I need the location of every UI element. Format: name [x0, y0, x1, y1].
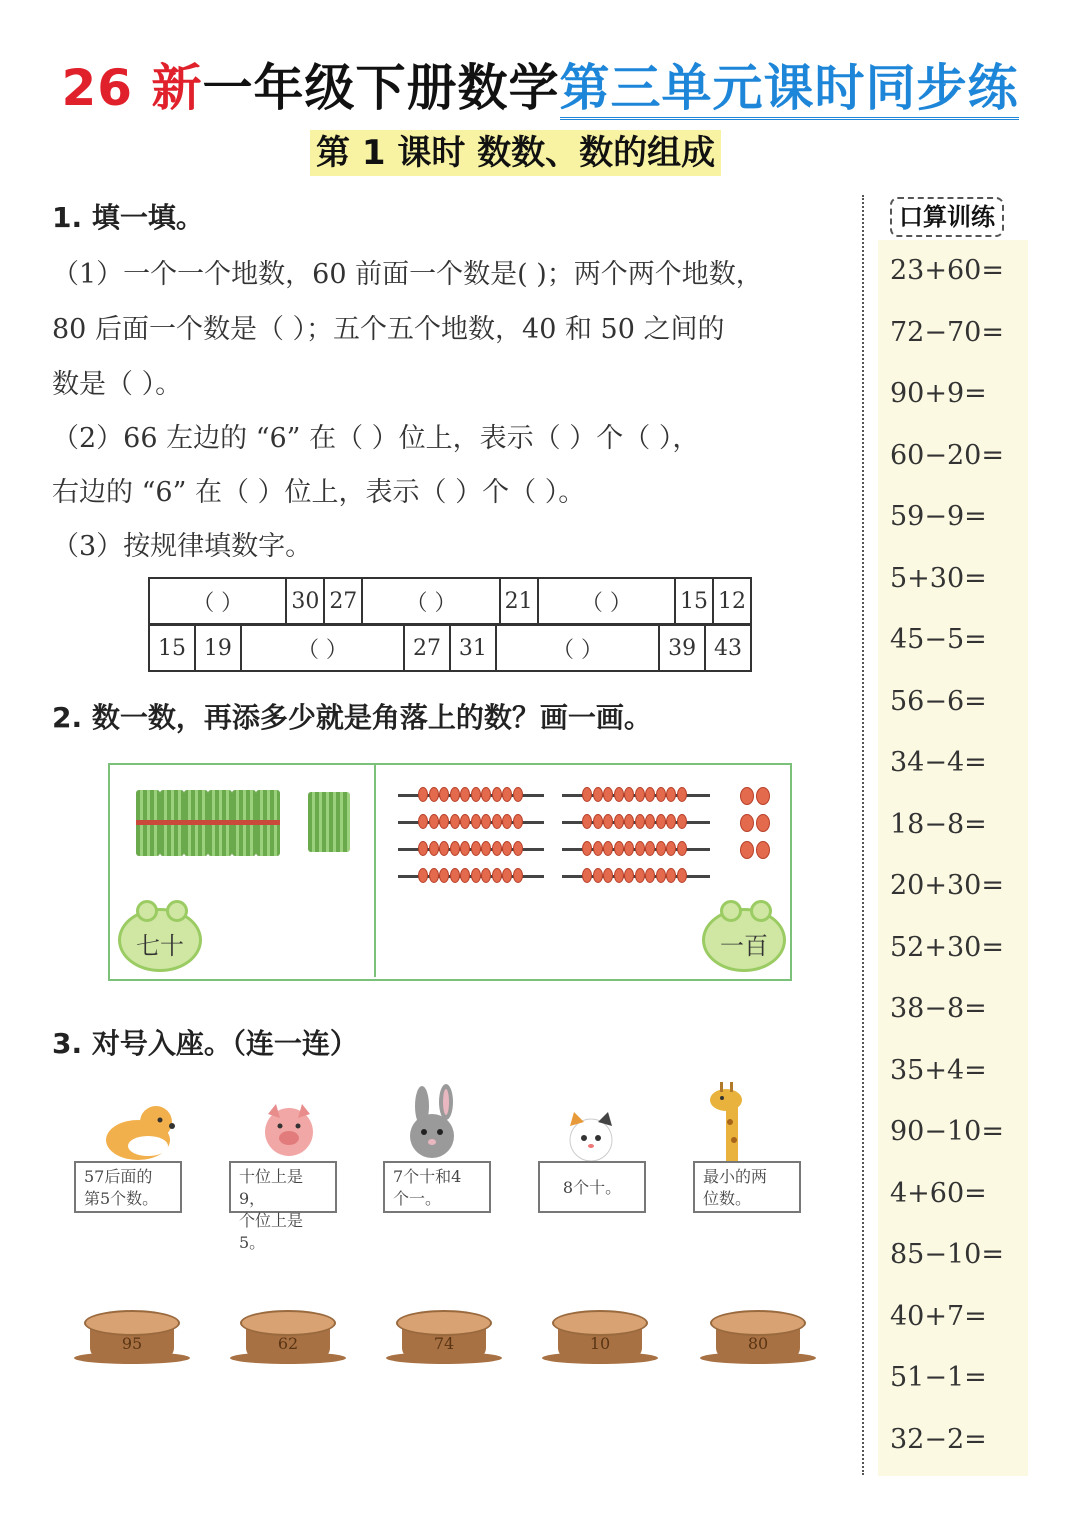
bead-icon [450, 868, 460, 883]
bead-icon [656, 868, 666, 883]
bead-icon [460, 787, 470, 802]
bead-icon [645, 814, 655, 829]
bead-icon [502, 841, 512, 856]
mental-math-panel [878, 240, 1028, 1476]
pattern-cell: 21 [500, 578, 538, 624]
bead-icon [603, 841, 613, 856]
bead-icon [471, 787, 481, 802]
bead-icon [439, 841, 449, 856]
stump-roots [700, 1352, 816, 1364]
bead-icon [429, 841, 439, 856]
pattern-cell: 27 [404, 625, 450, 671]
clue-card[interactable]: 57后面的 第5个数。 [74, 1161, 182, 1213]
bead-icon [677, 868, 687, 883]
bead-icon [677, 787, 687, 802]
bead-icon [645, 841, 655, 856]
bead-icon [471, 814, 481, 829]
bead-icon [418, 841, 428, 856]
bead-icon [429, 868, 439, 883]
bead-icon [471, 841, 481, 856]
frog-eye [750, 900, 772, 922]
sidebar-divider [862, 195, 864, 1475]
bead-icon [656, 841, 666, 856]
bead-icon [481, 787, 491, 802]
mental-math-item[interactable]: 85−10= [890, 1239, 1004, 1270]
pattern-cell: 30 [286, 578, 324, 624]
giraffe-icon [700, 1080, 766, 1162]
stump-roots [74, 1352, 190, 1364]
mental-math-item[interactable]: 4+60= [890, 1177, 987, 1209]
bead-icon [635, 814, 645, 829]
pattern-row-2 [148, 624, 752, 672]
q1-line-3: 数是（ ）。 [52, 369, 183, 400]
bead-icon [582, 787, 592, 802]
mental-math-item[interactable]: 32−2= [890, 1423, 987, 1455]
bead-icon [635, 868, 645, 883]
q1-line-5: 右边的 “6” 在（ ）位上，表示（ ）个（ ）。 [52, 477, 586, 508]
bead-icon [418, 787, 428, 802]
clue-card[interactable]: 8个十。 [538, 1161, 646, 1213]
bead-icon [614, 814, 624, 829]
frog-label-right: 一百 [720, 932, 768, 960]
mental-math-item[interactable]: 40+7= [890, 1300, 987, 1332]
bead-icon [614, 787, 624, 802]
cat-icon [560, 1108, 622, 1162]
pattern-cell[interactable]: （ ） [362, 578, 499, 624]
mental-math-item[interactable]: 34−4= [890, 747, 987, 778]
lesson-subtitle: 第 1 课时 数数、数的组成 [310, 130, 721, 176]
pattern-cell: 19 [195, 625, 241, 671]
pattern-cell[interactable]: （ ） [538, 578, 675, 624]
bead-icon [614, 841, 624, 856]
bead-icon [624, 841, 634, 856]
q3-heading: 3. 对号入座。（连一连） [52, 1027, 358, 1060]
bead-icon [635, 787, 645, 802]
stump-roots [386, 1352, 502, 1364]
stump-roots [230, 1352, 346, 1364]
bead-icon [418, 814, 428, 829]
title-grade: 一年级下册数学 [202, 59, 560, 117]
mental-math-item[interactable]: 56−6= [890, 685, 987, 717]
loose-sticks-icon [308, 792, 350, 852]
pattern-cell[interactable]: （ ） [149, 578, 286, 624]
bead-icon [471, 868, 481, 883]
bead-icon [666, 868, 676, 883]
bead-icon [603, 787, 613, 802]
mental-math-item[interactable]: 60−20= [890, 439, 1004, 471]
q2-divider [374, 765, 376, 977]
bead-icon [645, 787, 655, 802]
pattern-cell: 43 [705, 625, 751, 671]
q1-line-4: （2）66 左边的 “6” 在（ ）位上，表示（ ）个（ ）， [52, 423, 700, 454]
bead-icon [429, 814, 439, 829]
pattern-row-1 [148, 577, 752, 625]
mental-math-item[interactable]: 45−5= [890, 624, 987, 655]
bead-icon [582, 868, 592, 883]
stump-top [240, 1310, 336, 1336]
q1-line-1: （1）一个一个地数，60 前面一个数是( )；两个两个地数， [52, 259, 763, 290]
bead-icon [492, 868, 502, 883]
bead-icon [481, 814, 491, 829]
frog-eye [166, 900, 188, 922]
bead-icon [439, 868, 449, 883]
mental-math-item[interactable]: 20+30= [890, 870, 1004, 901]
bead-icon [656, 787, 666, 802]
bead-icon [624, 868, 634, 883]
bead-icon [740, 814, 754, 832]
q1-line-6: （3）按规律填数字。 [52, 531, 313, 562]
mental-math-item[interactable]: 72−70= [890, 316, 1004, 348]
bead-icon [624, 814, 634, 829]
q2-heading: 2. 数一数，再添多少就是角落上的数？画一画。 [52, 701, 652, 734]
stump-number: 10 [589, 1334, 611, 1353]
mental-math-item[interactable]: 18−8= [890, 808, 987, 840]
bead-icon [666, 787, 676, 802]
bead-icon [439, 787, 449, 802]
stump-number: 95 [121, 1334, 143, 1353]
stump-roots [542, 1352, 658, 1364]
bead-icon [502, 787, 512, 802]
bead-icon [614, 868, 624, 883]
stump-number: 62 [277, 1334, 299, 1353]
pattern-cell: 31 [450, 625, 496, 671]
bead-icon [492, 814, 502, 829]
mental-math-item[interactable]: 51−1= [890, 1362, 987, 1393]
title-unit: 第三单元课时同步练 [560, 59, 1019, 120]
bead-icon [460, 814, 470, 829]
mental-math-item[interactable]: 90+9= [890, 378, 987, 409]
frog-eye [136, 900, 158, 922]
pattern-cell: 27 [324, 578, 362, 624]
pattern-cell: 15 [149, 625, 195, 671]
frog-eye [720, 900, 742, 922]
pig-icon [258, 1100, 320, 1162]
q1-line-2: 80 后面一个数是（ ）；五个五个地数，40 和 50 之间的 [52, 314, 725, 345]
bead-icon [624, 787, 634, 802]
page-title [0, 48, 1080, 120]
title-prefix: 26 新 [61, 59, 203, 117]
bead-icon [439, 814, 449, 829]
bead-icon [513, 841, 523, 856]
pattern-cell: 12 [713, 578, 751, 624]
bead-icon [502, 814, 512, 829]
q1-heading: 1. 填一填。 [52, 201, 204, 234]
bead-icon [593, 841, 603, 856]
bead-icon [492, 841, 502, 856]
bead-icon [460, 841, 470, 856]
bead-icon [603, 868, 613, 883]
rabbit-icon [398, 1084, 470, 1162]
mental-math-item[interactable]: 38−8= [890, 993, 987, 1024]
bead-icon [481, 868, 491, 883]
bead-icon [513, 787, 523, 802]
bead-icon [460, 868, 470, 883]
mental-math-item[interactable]: 90−10= [890, 1116, 1004, 1147]
bead-icon [502, 868, 512, 883]
bead-icon [666, 814, 676, 829]
clue-card[interactable]: 7个十和4 个一。 [383, 1161, 491, 1213]
mental-math-item[interactable]: 5+30= [890, 562, 987, 594]
bead-icon [756, 841, 770, 859]
bead-icon [677, 841, 687, 856]
bead-icon [603, 814, 613, 829]
bead-icon [450, 787, 460, 802]
clue-card[interactable]: 最小的两 位数。 [693, 1161, 801, 1213]
stump-number: 74 [433, 1334, 455, 1353]
bundle-tie [136, 820, 280, 825]
bead-icon [513, 814, 523, 829]
bead-icon [418, 868, 428, 883]
bead-icon [740, 841, 754, 859]
bead-icon [677, 814, 687, 829]
bead-icon [756, 814, 770, 832]
pattern-cell: 39 [659, 625, 705, 671]
bead-icon [450, 841, 460, 856]
bead-icon [582, 814, 592, 829]
stump-top [84, 1310, 180, 1336]
bead-icon [429, 787, 439, 802]
bead-icon [593, 868, 603, 883]
bead-icon [450, 814, 460, 829]
bead-icon [740, 787, 754, 805]
mental-math-title: 口算训练 [890, 197, 1004, 237]
bead-icon [513, 868, 523, 883]
mental-math-item[interactable]: 52+30= [890, 931, 1004, 963]
stump-top [552, 1310, 648, 1336]
stump-number: 80 [747, 1334, 769, 1353]
bead-icon [666, 841, 676, 856]
stump-top [710, 1310, 806, 1336]
bead-icon [635, 841, 645, 856]
bead-icon [656, 814, 666, 829]
bead-icon [492, 787, 502, 802]
bead-icon [582, 841, 592, 856]
stump-top [396, 1310, 492, 1336]
mental-math-item[interactable]: 59−9= [890, 501, 987, 532]
clue-card[interactable]: 十位上是9， 个位上是5。 [229, 1161, 337, 1213]
bead-icon [481, 841, 491, 856]
frog-label-left: 七十 [136, 932, 184, 960]
bead-icon [756, 787, 770, 805]
bead-icon [593, 787, 603, 802]
pattern-cell[interactable]: （ ） [241, 625, 404, 671]
pattern-cell[interactable]: （ ） [496, 625, 659, 671]
mental-math-item[interactable]: 35+4= [890, 1054, 987, 1086]
mental-math-item[interactable]: 23+60= [890, 255, 1004, 286]
bead-icon [593, 814, 603, 829]
bead-icon [645, 868, 655, 883]
dog-icon [98, 1100, 182, 1162]
pattern-cell: 15 [675, 578, 713, 624]
